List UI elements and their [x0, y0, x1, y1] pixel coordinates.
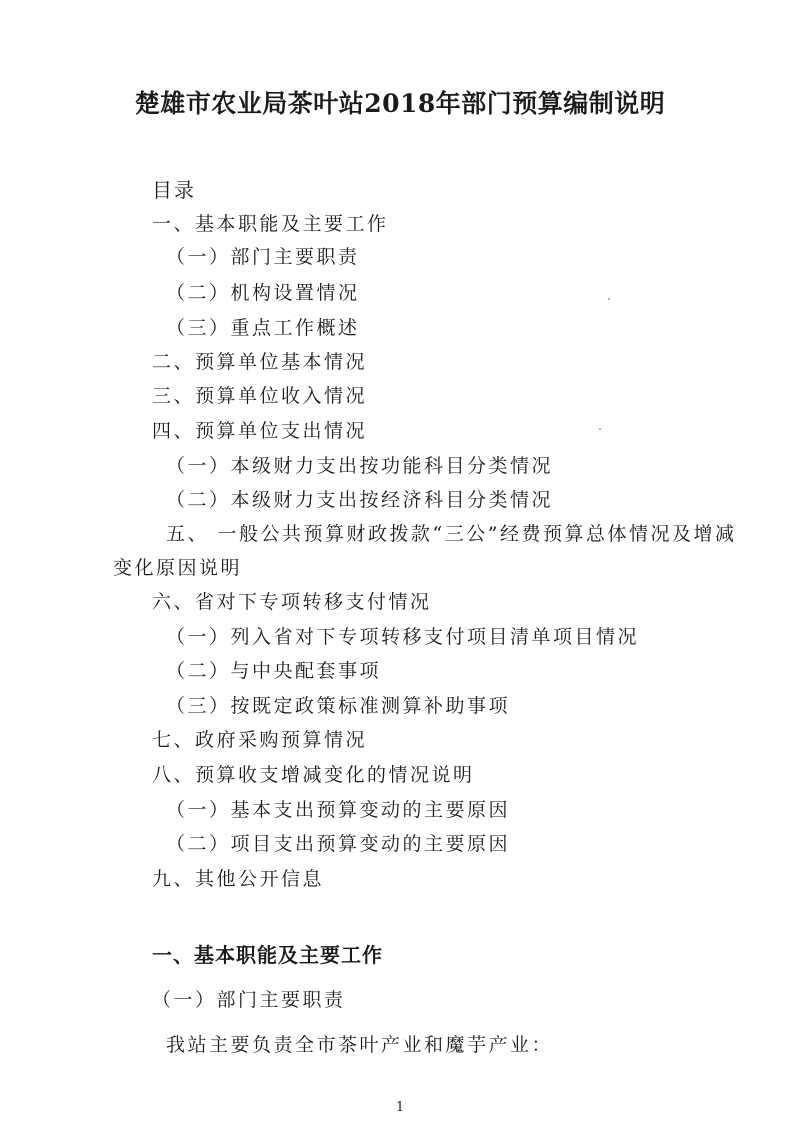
toc-item: 五、 一般公共预算财政拨款“三公”经费预算总体情况及增减	[166, 523, 737, 545]
toc-item: （三）按既定政策标准测算补助事项	[166, 695, 511, 717]
toc-item: 九、其他公开信息	[152, 868, 325, 890]
toc-item: 二、预算单位基本情况	[152, 351, 368, 373]
document-title: 楚雄市农业局茶叶站2018年部门预算编制说明	[134, 89, 666, 118]
scan-speck	[599, 428, 601, 430]
page-number: 1	[395, 1100, 405, 1115]
toc-item: 七、政府采购预算情况	[152, 729, 368, 751]
sub-heading: （一）部门主要职责	[152, 989, 346, 1011]
toc-item: （一）列入省对下专项转移支付项目清单项目情况	[166, 626, 640, 648]
toc-item: （一）本级财力支出按功能科目分类情况	[166, 455, 554, 477]
toc-item: （一）部门主要职责	[166, 246, 360, 268]
toc-item: （三）重点工作概述	[166, 317, 360, 339]
toc-item: 六、省对下专项转移支付情况	[152, 591, 432, 613]
toc-item: （二）本级财力支出按经济科目分类情况	[166, 489, 554, 511]
body-paragraph: 我站主要负责全市茶叶产业和魔芋产业：	[166, 1034, 554, 1056]
toc-heading: 目录	[152, 178, 196, 202]
toc-item: 一、基本职能及主要工作	[152, 213, 389, 235]
toc-item: （二）与中央配套事项	[166, 660, 382, 682]
section-heading: 一、基本职能及主要工作	[152, 943, 383, 967]
toc-item: 四、预算单位支出情况	[152, 420, 368, 442]
toc-item: 三、预算单位收入情况	[152, 385, 368, 407]
toc-item: （二）项目支出预算变动的主要原因	[166, 833, 511, 855]
toc-item: （一）基本支出预算变动的主要原因	[166, 799, 511, 821]
scan-speck	[608, 298, 610, 300]
toc-item: 八、预算收支增减变化的情况说明	[152, 764, 475, 786]
toc-item: （二）机构设置情况	[166, 282, 360, 304]
toc-item-continuation: 变化原因说明	[113, 557, 243, 579]
